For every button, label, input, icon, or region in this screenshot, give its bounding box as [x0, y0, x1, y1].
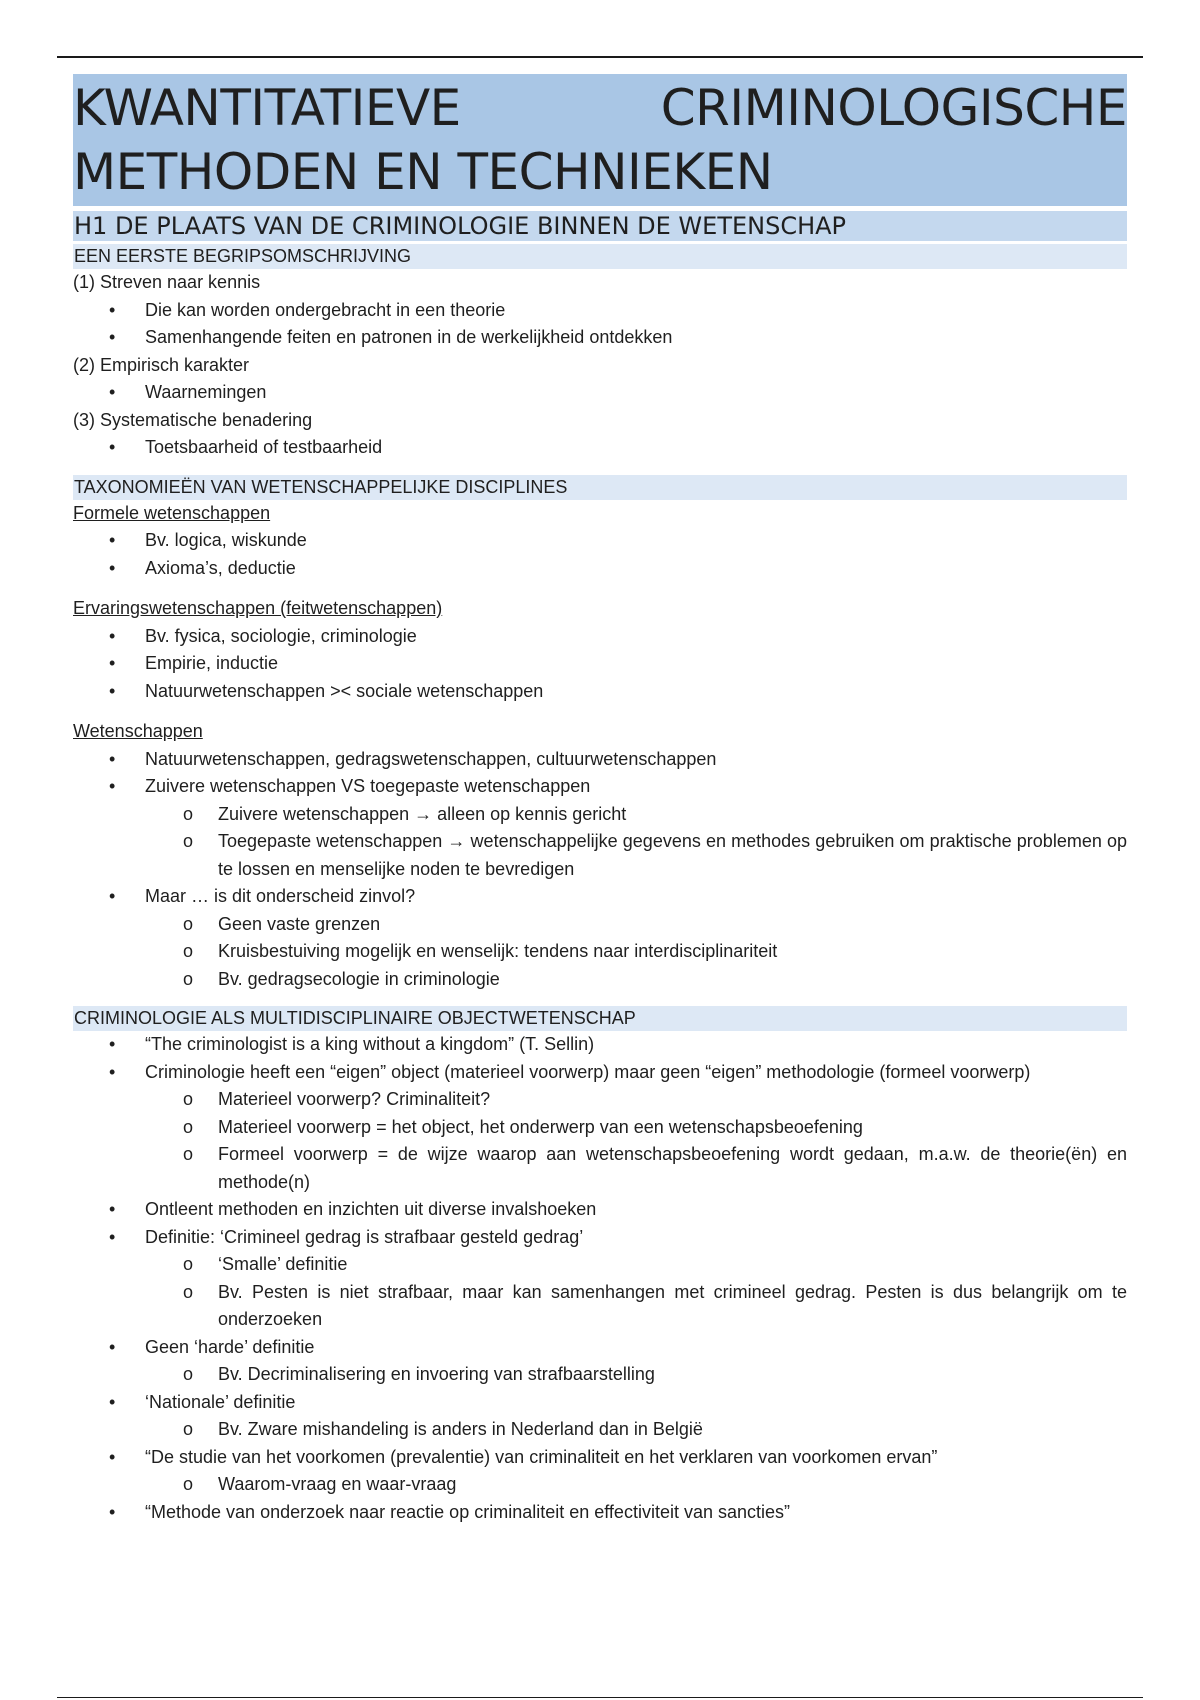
- bullet-item: • Samenhangende feiten en patronen in de werkelijkheid ontdekken: [73, 324, 1127, 352]
- title-line2: METHODEN EN TECHNIEKEN: [73, 143, 773, 201]
- sub-bullet-item: o Bv. Zware mishandeling is anders in Nederland dan in België: [73, 1416, 1127, 1444]
- sub-bullet-item: o ‘Smalle’ definitie: [73, 1251, 1127, 1279]
- bullet-item: • Criminologie heeft een “eigen” object (materieel voorwerp) maar geen “eigen” methodologie (formeel voorwerp): [73, 1059, 1127, 1087]
- bullet-item: • Definitie: ‘Crimineel gedrag is strafbaar gesteld gedrag’: [73, 1224, 1127, 1252]
- bullet-item: • “De studie van het voorkomen (prevalentie) van criminaliteit en het verklaren van voorkomen ervan”: [73, 1444, 1127, 1472]
- sub-bullet-item: o Kruisbestuiving mogelijk en wenselijk: tendens naar interdisciplinariteit: [73, 938, 1127, 966]
- bullet-item: • Natuurwetenschappen, gedragswetenschappen, cultuurwetenschappen: [73, 746, 1127, 774]
- sub-bullet-item: o Zuivere wetenschappen → alleen op kennis gericht: [73, 801, 1127, 829]
- bullet-item: • “Methode van onderzoek naar reactie op criminaliteit en effectiviteit van sancties”: [73, 1499, 1127, 1527]
- title-line1-left: KWANTITATIEVE: [73, 79, 461, 137]
- sub-bullet-item: o Bv. gedragsecologie in criminologie: [73, 966, 1127, 994]
- bullet-item: • Bv. logica, wiskunde: [73, 527, 1127, 555]
- bullet-item: • ‘Nationale’ definitie: [73, 1389, 1127, 1417]
- bullet-item: • Natuurwetenschappen >< sociale wetenschappen: [73, 678, 1127, 706]
- subheading: Wetenschappen: [73, 721, 203, 741]
- sub-bullet-item: o Materieel voorwerp? Criminaliteit?: [73, 1086, 1127, 1114]
- top-rule: [57, 56, 1143, 58]
- title-line1-right: CRIMINOLOGISCHE: [660, 79, 1127, 137]
- section-heading: EEN EERSTE BEGRIPSOMSCHRIJVING: [73, 244, 1127, 269]
- sub-bullet-item: o Bv. Decriminalisering en invoering van strafbaarstelling: [73, 1361, 1127, 1389]
- sub-bullet-item: o Bv. Pesten is niet strafbaar, maar kan samenhangen met crimineel gedrag. Pesten is dus belangrijk om te onderzoeken: [73, 1279, 1127, 1334]
- bullet-item: • Waarnemingen: [73, 379, 1127, 407]
- bullet-item: • Ontleent methoden en inzichten uit diverse invalshoeken: [73, 1196, 1127, 1224]
- bullet-item: • “The criminologist is a king without a kingdom” (T. Sellin): [73, 1031, 1127, 1059]
- bottom-rule: [57, 1697, 1143, 1698]
- sub-bullet-item: o Waarom-vraag en waar-vraag: [73, 1471, 1127, 1499]
- numbered-point: (1) Streven naar kennis: [73, 272, 261, 292]
- document-title: [73, 74, 1127, 206]
- document-body: [73, 74, 1127, 1526]
- bullet-item: • Maar … is dit onderscheid zinvol?: [73, 883, 1127, 911]
- bullet-item: • Toetsbaarheid of testbaarheid: [73, 434, 1127, 462]
- bullet-item: • Zuivere wetenschappen VS toegepaste wetenschappen: [73, 773, 1127, 801]
- bullet-item: • Bv. fysica, sociologie, criminologie: [73, 623, 1127, 651]
- section-heading: CRIMINOLOGIE ALS MULTIDISCIPLINAIRE OBJECTWETENSCHAP: [73, 1006, 1127, 1031]
- numbered-point: (3) Systematische benadering: [73, 409, 313, 430]
- chapter-heading: H1 DE PLAATS VAN DE CRIMINOLOGIE BINNEN DE WETENSCHAP: [73, 211, 1127, 241]
- bullet-item: • Geen ‘harde’ definitie: [73, 1334, 1127, 1362]
- sub-bullet-item: o Formeel voorwerp = de wijze waarop aan wetenschapsbeoefening wordt gedaan, m.a.w. de theorie(ën) en methode(n): [73, 1141, 1127, 1196]
- bullet-item: • Die kan worden ondergebracht in een theorie: [73, 297, 1127, 325]
- sub-bullet-item: o Toegepaste wetenschappen → wetenschappelijke gegevens en methodes gebruiken om praktische problemen op te lossen en menselijke noden te bevredigen: [73, 828, 1127, 883]
- bullet-item: • Empirie, inductie: [73, 650, 1127, 678]
- subheading: Formele wetenschappen: [73, 502, 271, 523]
- bullet-item: • Axioma’s, deductie: [73, 555, 1127, 583]
- section-heading: TAXONOMIEËN VAN WETENSCHAPPELIJKE DISCIPLINES: [73, 475, 1127, 500]
- sub-bullet-item: o Materieel voorwerp = het object, het onderwerp van een wetenschapsbeoefening: [73, 1114, 1127, 1142]
- numbered-point: (2) Empirisch karakter: [73, 354, 250, 375]
- sub-bullet-item: o Geen vaste grenzen: [73, 911, 1127, 939]
- subheading: Ervaringswetenschappen (feitwetenschappen): [73, 598, 443, 618]
